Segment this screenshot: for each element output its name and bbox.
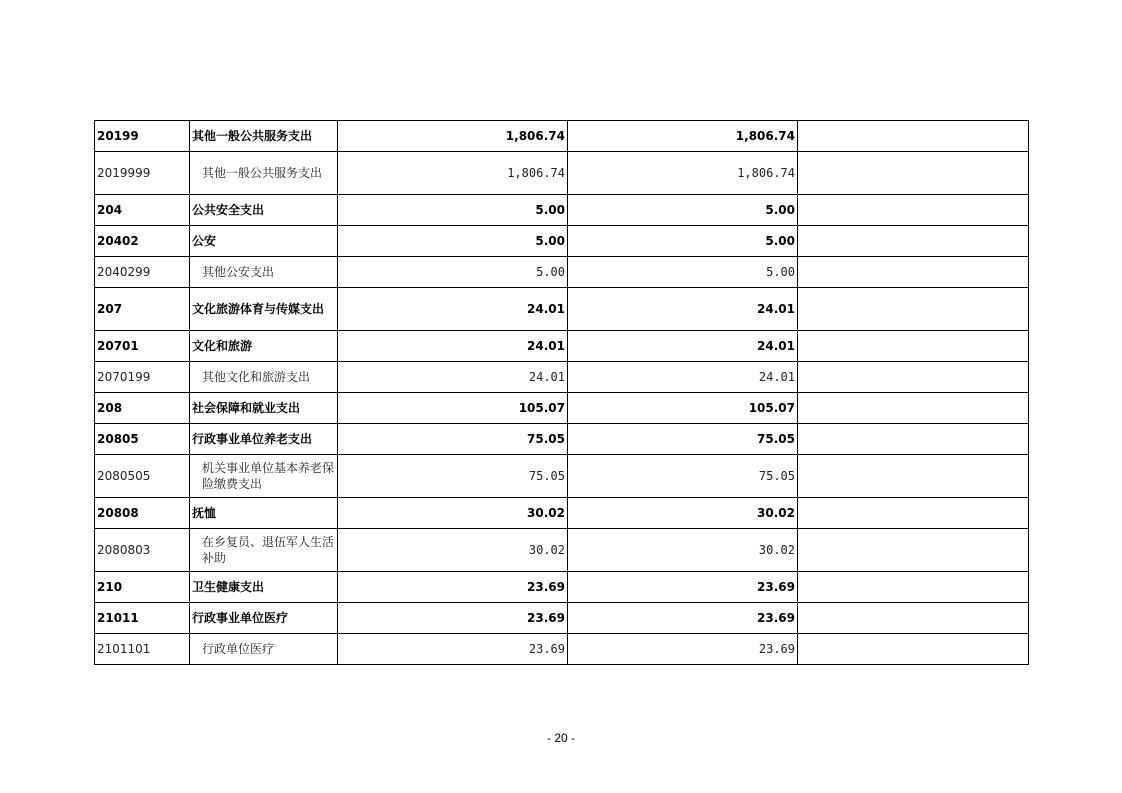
cell-subject-name: 机关事业单位基本养老保险缴费支出	[190, 455, 338, 498]
cell-subject-name: 在乡复员、退伍军人生活补助	[190, 529, 338, 572]
cell-subject-name: 抚恤	[190, 498, 338, 529]
table-row	[95, 257, 1029, 288]
cell-amount-total: 1,806.74	[338, 121, 568, 152]
table-row	[95, 195, 1029, 226]
cell-subject-name: 其他一般公共服务支出	[190, 121, 338, 152]
cell-amount-basic: 23.69	[568, 572, 798, 603]
cell-subject-code: 20805	[95, 424, 190, 455]
cell-amount-basic: 75.05	[568, 424, 798, 455]
cell-subject-code: 2019999	[95, 152, 190, 195]
cell-amount-project	[798, 121, 1029, 152]
cell-amount-project	[798, 529, 1029, 572]
cell-amount-total: 30.02	[338, 498, 568, 529]
cell-subject-name: 行政事业单位医疗	[190, 603, 338, 634]
table-row	[95, 393, 1029, 424]
cell-amount-total: 5.00	[338, 195, 568, 226]
table-row	[95, 288, 1029, 331]
cell-amount-basic: 105.07	[568, 393, 798, 424]
cell-amount-basic: 30.02	[568, 498, 798, 529]
cell-amount-project	[798, 603, 1029, 634]
cell-amount-project	[798, 226, 1029, 257]
cell-subject-code: 20199	[95, 121, 190, 152]
cell-amount-total: 23.69	[338, 572, 568, 603]
cell-subject-code: 208	[95, 393, 190, 424]
cell-amount-project	[798, 257, 1029, 288]
table-row	[95, 634, 1029, 665]
cell-subject-code: 2080505	[95, 455, 190, 498]
table-row	[95, 498, 1029, 529]
table-row	[95, 152, 1029, 195]
cell-subject-name: 卫生健康支出	[190, 572, 338, 603]
cell-amount-basic: 1,806.74	[568, 152, 798, 195]
cell-subject-name: 行政事业单位养老支出	[190, 424, 338, 455]
cell-subject-name: 其他一般公共服务支出	[190, 152, 338, 195]
table-row	[95, 362, 1029, 393]
cell-amount-basic: 1,806.74	[568, 121, 798, 152]
cell-amount-project	[798, 152, 1029, 195]
cell-amount-total: 24.01	[338, 362, 568, 393]
cell-subject-name: 其他公安支出	[190, 257, 338, 288]
cell-amount-total: 23.69	[338, 634, 568, 665]
table-row	[95, 455, 1029, 498]
cell-subject-code: 2070199	[95, 362, 190, 393]
cell-subject-name: 公共安全支出	[190, 195, 338, 226]
table-row	[95, 121, 1029, 152]
cell-amount-project	[798, 498, 1029, 529]
cell-subject-code: 207	[95, 288, 190, 331]
cell-subject-name: 文化和旅游	[190, 331, 338, 362]
table-row	[95, 226, 1029, 257]
cell-amount-total: 5.00	[338, 257, 568, 288]
cell-amount-total: 75.05	[338, 424, 568, 455]
cell-amount-total: 24.01	[338, 288, 568, 331]
cell-amount-project	[798, 424, 1029, 455]
table-row	[95, 572, 1029, 603]
cell-amount-total: 75.05	[338, 455, 568, 498]
cell-amount-basic: 24.01	[568, 362, 798, 393]
cell-amount-project	[798, 331, 1029, 362]
cell-amount-basic: 23.69	[568, 603, 798, 634]
cell-subject-code: 21011	[95, 603, 190, 634]
table-row	[95, 603, 1029, 634]
cell-amount-total: 105.07	[338, 393, 568, 424]
cell-subject-code: 2080803	[95, 529, 190, 572]
cell-amount-basic: 5.00	[568, 257, 798, 288]
table-row	[95, 331, 1029, 362]
cell-amount-total: 24.01	[338, 331, 568, 362]
cell-amount-project	[798, 288, 1029, 331]
cell-subject-code: 2101101	[95, 634, 190, 665]
cell-amount-project	[798, 634, 1029, 665]
cell-amount-basic: 5.00	[568, 195, 798, 226]
cell-amount-basic: 24.01	[568, 331, 798, 362]
cell-amount-total: 1,806.74	[338, 152, 568, 195]
cell-amount-total: 30.02	[338, 529, 568, 572]
cell-subject-code: 20402	[95, 226, 190, 257]
cell-amount-project	[798, 393, 1029, 424]
cell-amount-project	[798, 455, 1029, 498]
cell-amount-project	[798, 572, 1029, 603]
cell-subject-name: 公安	[190, 226, 338, 257]
table-row	[95, 529, 1029, 572]
cell-subject-code: 20701	[95, 331, 190, 362]
budget-table	[94, 120, 1029, 665]
cell-subject-name: 社会保障和就业支出	[190, 393, 338, 424]
cell-amount-basic: 24.01	[568, 288, 798, 331]
table-row	[95, 424, 1029, 455]
cell-amount-basic: 5.00	[568, 226, 798, 257]
cell-amount-total: 23.69	[338, 603, 568, 634]
cell-subject-code: 210	[95, 572, 190, 603]
cell-subject-name: 其他文化和旅游支出	[190, 362, 338, 393]
cell-subject-code: 2040299	[95, 257, 190, 288]
cell-subject-name: 行政单位医疗	[190, 634, 338, 665]
cell-amount-total: 5.00	[338, 226, 568, 257]
page-number: - 20 -	[546, 731, 575, 745]
cell-subject-code: 20808	[95, 498, 190, 529]
cell-amount-basic: 30.02	[568, 529, 798, 572]
cell-amount-project	[798, 195, 1029, 226]
budget-table-body	[95, 121, 1029, 665]
cell-subject-name: 文化旅游体育与传媒支出	[190, 288, 338, 331]
cell-amount-basic: 75.05	[568, 455, 798, 498]
cell-amount-basic: 23.69	[568, 634, 798, 665]
cell-amount-project	[798, 362, 1029, 393]
cell-subject-code: 204	[95, 195, 190, 226]
